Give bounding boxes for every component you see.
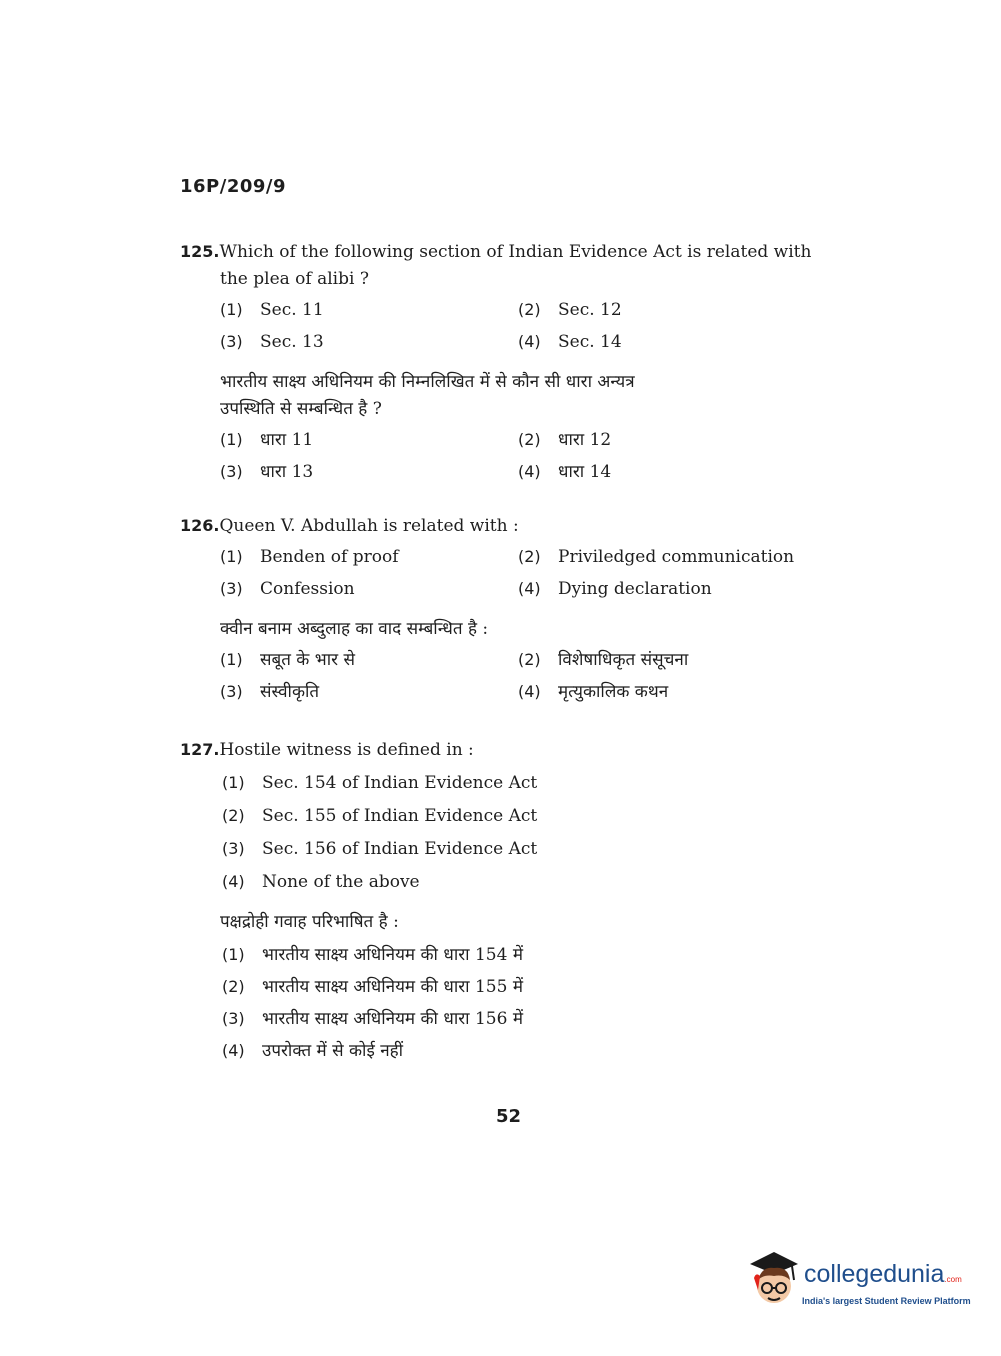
question-text-line1: Which of the following section of Indian Evidence Act is related with [219,242,812,262]
question-text: Queen V. Abdullah is related with : [219,516,519,536]
option-hi-4: (4) उपरोक्त में से कोई नहीं [222,1041,404,1061]
brand-suffix: .com [944,1275,962,1284]
question-text-en [180,736,820,764]
options-hi [220,647,820,705]
option-hi-3: (3) धारा 13 [220,462,314,482]
option-hi-1: (1) भारतीय साक्ष्य अधिनियम की धारा 154 में [222,945,523,965]
question-text-hi: क्वीन बनाम अब्दुलाह का वाद सम्बन्धित है : [220,619,489,639]
question-text-en [180,238,820,266]
option-hi-3: (3) संस्वीकृति [220,682,320,702]
page-number: 52 [496,1106,522,1127]
option-1: (1) Benden of proof [220,547,399,567]
option-3: (3) Sec. 13 [220,332,324,352]
option-3: (3) Confession [220,579,355,599]
brand-tagline: India's largest Student Review Platform [802,1296,971,1306]
question-text-line2: the plea of alibi ? [220,269,369,289]
option-hi-1: (1) धारा 11 [220,430,314,450]
question-number: 125. [180,242,220,261]
option-2: (2) Priviledged communication [518,547,795,567]
option-2: (2) Sec. 12 [518,300,622,320]
question-126 [180,512,820,705]
options-hi [222,942,820,1064]
options-en [220,544,820,602]
option-hi-4: (4) धारा 14 [518,462,612,482]
question-127 [180,736,820,1064]
option-4: (4) None of the above [222,872,420,892]
paper-code: 16P/209/9 [180,176,286,197]
options-hi [220,427,820,485]
option-2: (2) Sec. 155 of Indian Evidence Act [222,806,538,826]
question-text-hi: पक्षद्रोही गवाह परिभाषित है : [220,912,399,932]
mascot-icon [744,1250,802,1312]
option-3: (3) Sec. 156 of Indian Evidence Act [222,839,538,859]
option-1: (1) Sec. 11 [220,300,324,320]
option-hi-4: (4) मृत्युकालिक कथन [518,682,669,702]
option-1: (1) Sec. 154 of Indian Evidence Act [222,773,538,793]
option-hi-2: (2) भारतीय साक्ष्य अधिनियम की धारा 155 में [222,977,523,997]
options-en [220,297,820,355]
brand-name: collegedunia.com [804,1260,962,1288]
option-hi-1: (1) सबूत के भार से [220,650,355,670]
option-hi-3: (3) भारतीय साक्ष्य अधिनियम की धारा 156 में [222,1009,523,1029]
collegedunia-logo[interactable] [744,1250,974,1320]
option-hi-2: (2) धारा 12 [518,430,612,450]
options-en [222,770,820,895]
option-hi-2: (2) विशेषाधिकृत संसूचना [518,650,689,670]
question-number: 126. [180,516,220,535]
question-text-en [180,512,820,540]
question-number: 127. [180,740,220,759]
question-125 [180,238,820,485]
question-text-hi-line2: उपस्थिति से सम्बन्धित है ? [220,399,382,419]
question-text-hi-line1: भारतीय साक्ष्य अधिनियम की निम्नलिखित में से कौन सी धारा अन्यत्र [220,372,635,392]
option-4: (4) Sec. 14 [518,332,622,352]
question-text: Hostile witness is defined in : [219,740,474,760]
option-4: (4) Dying declaration [518,579,712,599]
